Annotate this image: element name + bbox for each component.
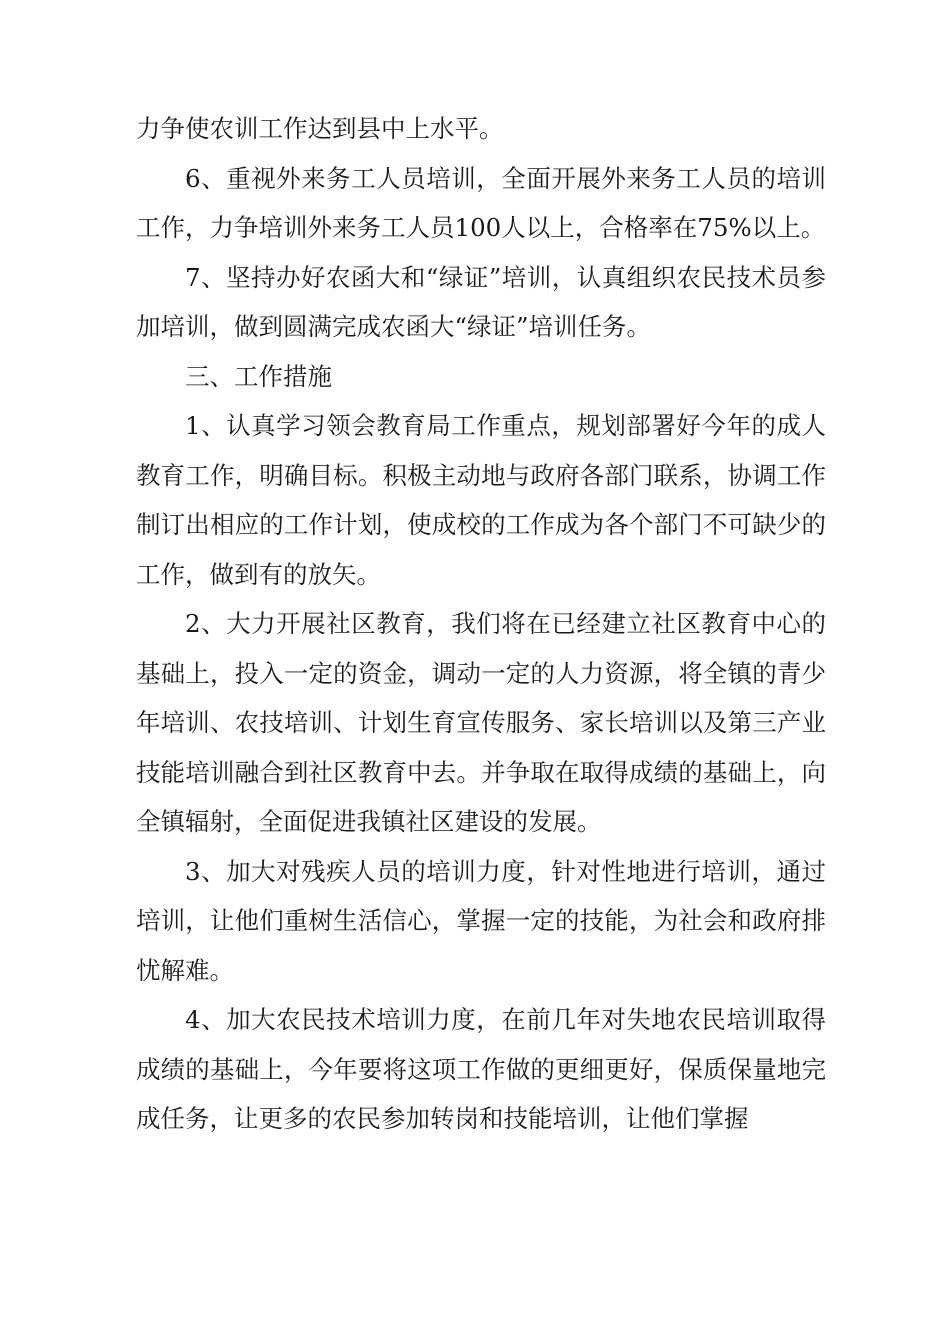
paragraph-measure-1: 1、认真学习领会教育局工作重点，规划部署好今年的成人教育工作，明确目标。积极主动地与政府各部门联系，协调工作制订出相应的工作计划，使成校的工作成为各个部门不可缺少的工作，做到有的放矢。 (136, 411, 826, 589)
paragraph-continuation: 力争使农训工作达到县中上水平。 (136, 114, 504, 143)
paragraph-item-6: 6、重视外来务工人员培训，全面开展外来务工人员的培训工作，力争培训外来务工人员100人以上，合格率在75%以上。 (136, 163, 826, 242)
paragraph-item-7: 7、坚持办好农函大和“绿证”培训，认真组织农民技术员参加培训，做到圆满完成农函大“绿证”培训任务。 (136, 262, 826, 341)
document-body (136, 104, 826, 1144)
section-heading-measures: 三、工作措施 (185, 361, 332, 391)
paragraph-measure-4: 4、加大农民技术培训力度，在前几年对失地农民培训取得成绩的基础上，今年要将这项工作做的更细更好，保质保量地完成任务，让更多的农民参加转岗和技能培训，让他们掌握 (136, 1005, 826, 1133)
paragraph-measure-2: 2、大力开展社区教育，我们将在已经建立社区教育中心的基础上，投入一定的资金，调动一定的人力资源，将全镇的青少年培训、农技培训、计划生育宣传服务、家长培训以及第三产业技能培训融合到社区教育中去。并争取在取得成绩的基础上，向全镇辐射，全面促进我镇社区建设的发展。 (136, 609, 826, 836)
paragraph-measure-3: 3、加大对残疾人员的培训力度，针对性地进行培训，通过培训，让他们重树生活信心，掌握一定的技能，为社会和政府排忧解难。 (136, 856, 826, 985)
